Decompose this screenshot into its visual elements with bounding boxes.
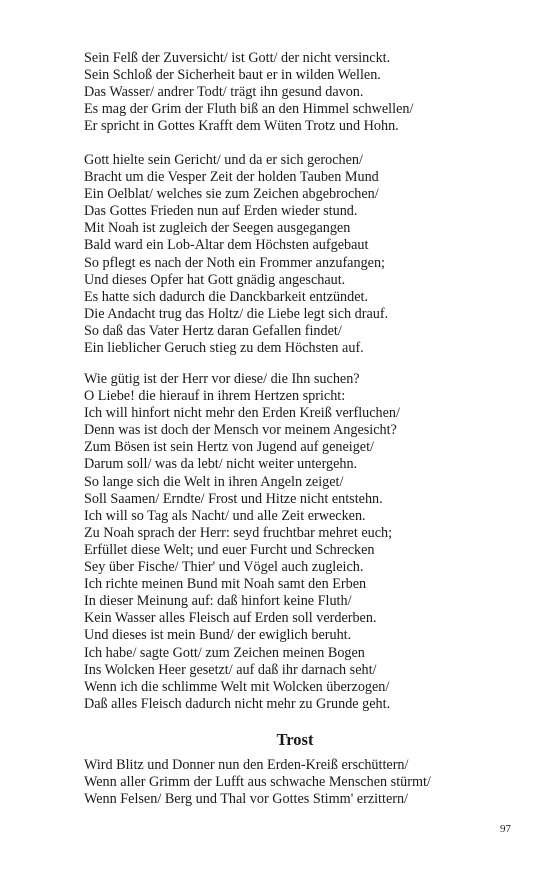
poem-line: Das Gottes Frieden nun auf Erden wieder stund. [84, 203, 358, 220]
poem-line: Zum Bösen ist sein Hertz von Jugend auf geneiget/ [84, 439, 374, 456]
poem-line: Sey über Fische/ Thier' und Vögel auch zugleich. [84, 559, 364, 576]
trost-stanza [84, 757, 524, 808]
poem-line: Wird Blitz und Donner nun den Erden-Kreiß erschüttern/ [84, 757, 409, 773]
poem-line: Ich will so Tag als Nacht/ und alle Zeit erwecken. [84, 507, 366, 524]
poem-line: Wie gütig ist der Herr vor diese/ die Ihn suchen? [84, 371, 360, 387]
poem-line: Es mag der Grim der Fluth biß an den Himmel schwellen/ [84, 101, 414, 118]
poem-line: Ein lieblicher Geruch stieg zu dem Höchsten auf. [84, 340, 364, 357]
poem-line: Gott hielte sein Gericht/ und da er sich gerochen/ [84, 152, 363, 168]
poem-line: Denn was ist doch der Mensch vor meinem Angesicht? [84, 422, 397, 439]
poem-line: Daß alles Fleisch dadurch nicht mehr zu Grunde geht. [84, 695, 391, 712]
poem-line: Erfüllet diese Welt; und euer Furcht und Schrecken [84, 541, 375, 558]
section-heading: Trost [276, 730, 314, 749]
poem-line: Ich will hinfort nicht mehr den Erden Kreiß verfluchen/ [84, 405, 400, 422]
poem-line: Und dieses ist mein Bund/ der ewiglich beruht. [84, 627, 352, 644]
poem-line: In dieser Meinung auf: daß hinfort keine Fluth/ [84, 593, 352, 610]
poem-line: Soll Saamen/ Erndte/ Frost und Hitze nicht entstehn. [84, 490, 383, 507]
poem-line: Ich habe/ sagte Gott/ zum Zeichen meinen Bogen [84, 644, 365, 661]
poem-line: Sein Felß der Zuversicht/ ist Gott/ der nicht versinckt. [84, 50, 391, 66]
poem-line: Sein Schloß der Sicherheit baut er in wilden Wellen. [84, 67, 381, 84]
poem-line: So daß das Vater Hertz daran Gefallen findet/ [84, 322, 342, 339]
poem-line: Ich richte meinen Bund mit Noah samt den Erben [84, 576, 367, 593]
poem-line: O Liebe! die hierauf in ihrem Hertzen spricht: [84, 388, 346, 405]
poem-line: Die Andacht trug das Holtz/ die Liebe legt sich drauf. [84, 305, 389, 322]
poem-line: So pflegt es nach der Noth ein Frommer anzufangen; [84, 254, 385, 271]
poem-stanza-1 [84, 50, 524, 135]
poem-stanza-2 [84, 152, 524, 357]
poem-stanza-3 [84, 371, 524, 713]
poem-line: Mit Noah ist zugleich der Seegen ausgegangen [84, 220, 351, 237]
poem-line: Darum soll/ was da lebt/ nicht weiter untergehn. [84, 456, 358, 473]
poem-line: Das Wasser/ andrer Todt/ trägt ihn gesund davon. [84, 84, 364, 101]
poem-line: Wenn ich die schlimme Welt mit Wolcken überzogen/ [84, 678, 390, 695]
poem-line: Bald ward ein Lob-Altar dem Höchsten aufgebaut [84, 237, 369, 254]
poem-line: Kein Wasser alles Fleisch auf Erden soll verderben. [84, 610, 377, 627]
poem-line: Wenn Felsen/ Berg und Thal vor Gottes Stimm' erzittern/ [84, 791, 408, 808]
poem-line: Es hatte sich dadurch die Danckbarkeit entzündet. [84, 288, 369, 305]
poem-line: Und dieses Opfer hat Gott gnädig angeschaut. [84, 271, 346, 288]
poem-line: Er spricht in Gottes Krafft dem Wüten Trotz und Hohn. [84, 118, 399, 135]
page-number: 97 [500, 823, 511, 835]
poem-line: Ins Wolcken Heer gesetzt/ auf daß ihr darnach seht/ [84, 661, 377, 678]
poem-line: So lange sich die Welt in ihren Angeln zeiget/ [84, 473, 344, 490]
poem-line: Ein Oelblat/ welches sie zum Zeichen abgebrochen/ [84, 186, 379, 203]
poem-line: Zu Noah sprach der Herr: seyd fruchtbar mehret euch; [84, 524, 393, 541]
poem-line: Wenn aller Grimm der Lufft aus schwache Menschen stürmt/ [84, 774, 431, 791]
poem-line: Bracht um die Vesper Zeit der holden Tauben Mund [84, 169, 379, 186]
